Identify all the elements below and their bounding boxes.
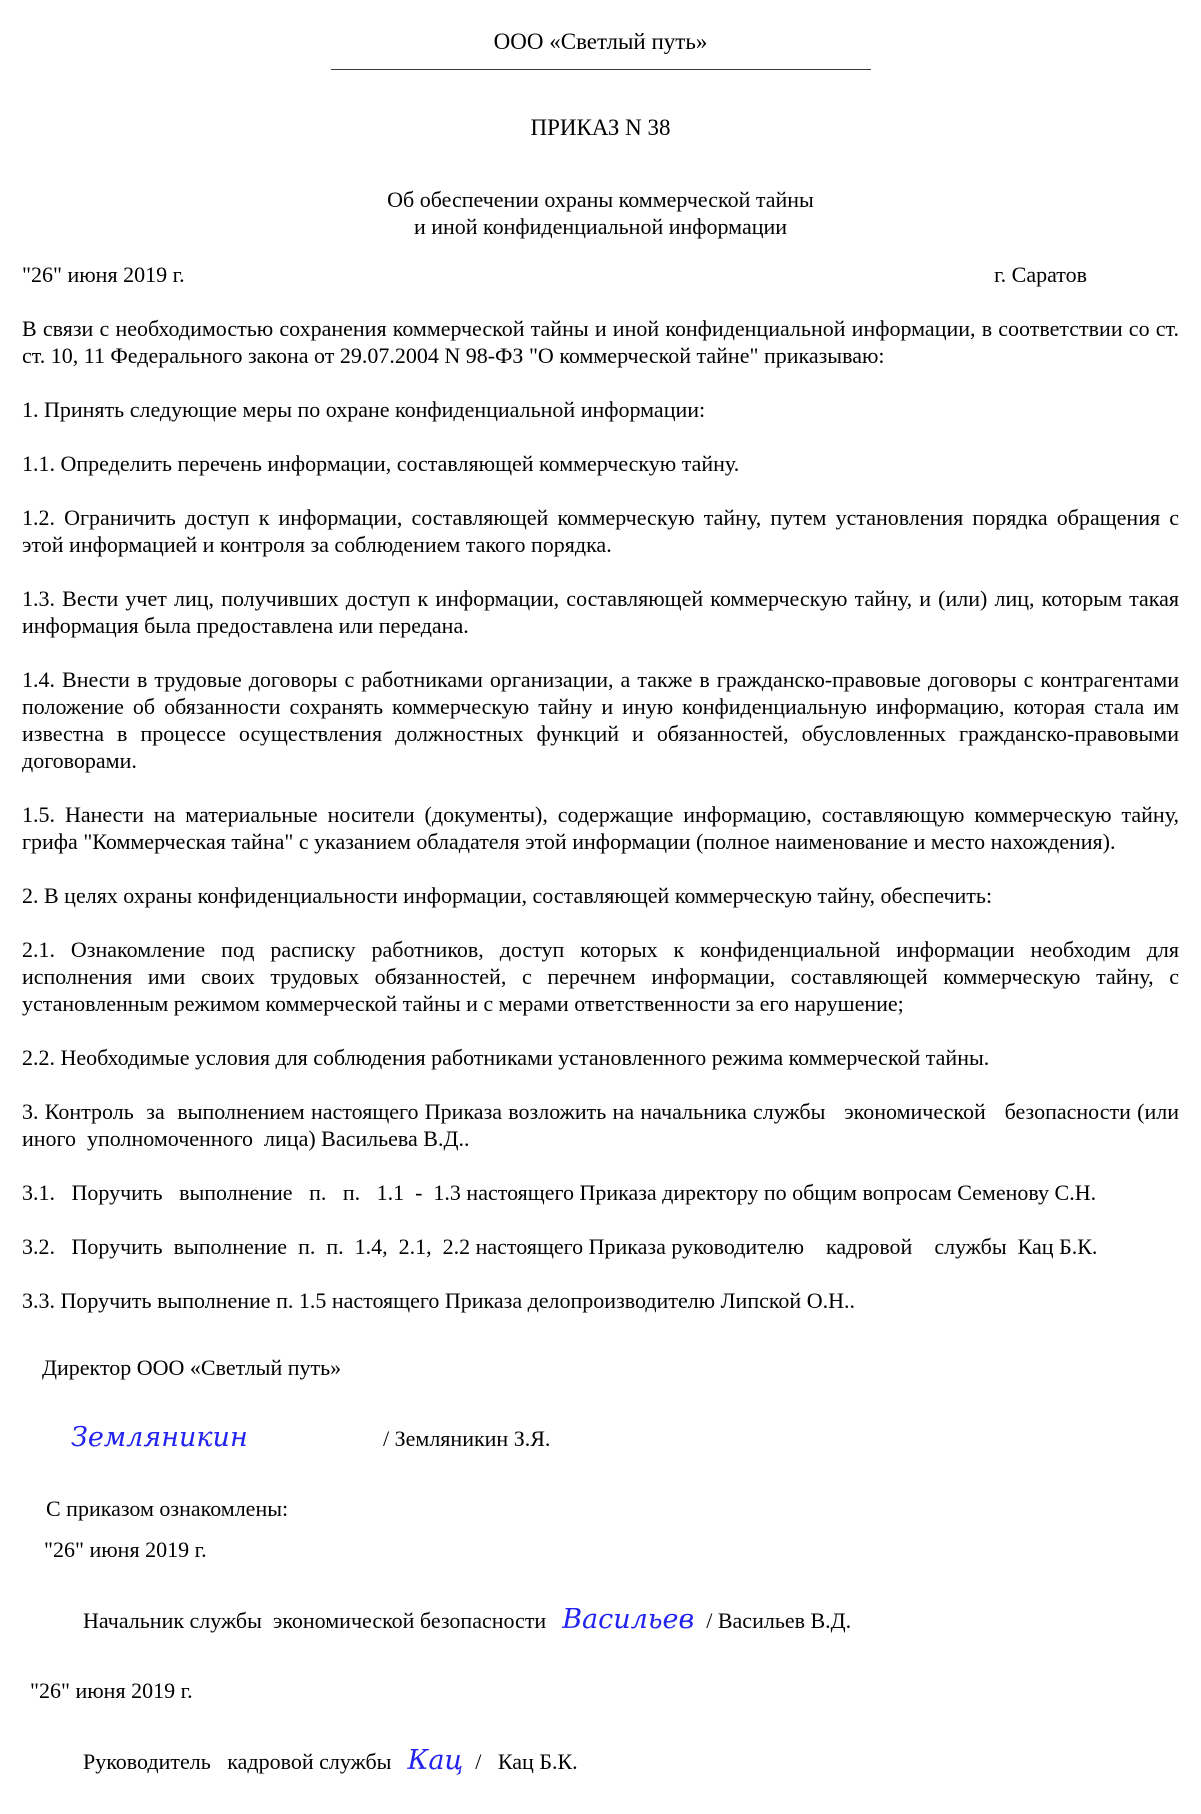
para-2: 2. В целях охраны конфиденциальности информации, составляющей коммерческую тайну, обеспечить: (22, 883, 993, 908)
order-place: г. Саратов (994, 262, 1087, 287)
para-1: 1. Принять следующие меры по охране конфиденциальной информации: (22, 397, 706, 422)
hr-head-title: Руководитель кадровой службы (83, 1749, 392, 1774)
hr-head-handwritten-signature: Кац (407, 1745, 464, 1776)
hr-head-signature-row (22, 1708, 1179, 1814)
director-name: / Земляникин З.Я. (383, 1426, 551, 1451)
security-chief-name: / Васильев В.Д. (706, 1608, 852, 1633)
hr-head-name: / Кац Б.К. (475, 1749, 578, 1774)
para-1-4: 1.4. Внести в трудовые договоры с работниками организации, а также в гражданско-правовые договоры с контрагентами положение об обязанности сохранять коммерческую тайну и иную конфиденциальную информацию, которая стала им известна в процессе осуществления должностных функций и обязанностей, обусловленных гражданско-правовыми договорами. (22, 667, 1185, 773)
para-3-3: 3.3. Поручить выполнение п. 1.5 настоящего Приказа делопроизводителю Липской О.Н.. (22, 1288, 855, 1313)
acknowledge-date-2: "26" июня 2019 г. (30, 1678, 193, 1703)
acknowledge-date-1: "26" июня 2019 г. (44, 1537, 207, 1562)
para-3-1: 3.1. Поручить выполнение п. п. 1.1 - 1.3 настоящего Приказа директору по общим вопросам Семенову С.Н. (22, 1180, 1097, 1205)
signature-block (22, 1350, 1179, 1814)
order-date: "26" июня 2019 г. (22, 262, 185, 287)
para-1-3: 1.3. Вести учет лиц, получивших доступ к информации, составляющей коммерческую тайну, и (или) лиц, которым такая информация была предоставлена или передана. (22, 586, 1185, 638)
para-intro: В связи с необходимостью сохранения коммерческой тайны и иной конфиденциальной информации, в соответствии со ст. ст. 10, 11 Федерального закона от 29.07.2004 N 98-ФЗ "О коммерческой тайне" приказываю: (22, 316, 1185, 368)
order-subject-line2: и иной конфиденциальной информации (413, 214, 788, 239)
acknowledged-label: С приказом ознакомлены: (46, 1496, 289, 1521)
director-title: Директор ООО «Светлый путь» (42, 1355, 342, 1380)
header-underline (331, 69, 871, 70)
para-1-2: 1.2. Ограничить доступ к информации, составляющей коммерческую тайну, путем установления порядка обращения с этой информацией и контроля за соблюдением такого порядка. (22, 505, 1185, 557)
security-chief-signature-row (22, 1567, 1179, 1673)
director-signature-row (22, 1385, 1179, 1491)
security-chief-title: Начальник службы экономической безопасности (83, 1608, 547, 1633)
date-place-row (22, 261, 1179, 288)
para-1-5: 1.5. Нанести на материальные носители (документы), содержащие информацию, составляющую коммерческую тайну, грифа "Коммерческая тайна" с указанием обладателя этой информации (полное наименование и место нахождения). (22, 802, 1185, 854)
para-1-1: 1.1. Определить перечень информации, составляющей коммерческую тайну. (22, 451, 740, 476)
security-chief-handwritten-signature: Васильев (562, 1604, 695, 1635)
para-2-2: 2.2. Необходимые условия для соблюдения работниками установленного режима коммерческой тайны. (22, 1045, 990, 1070)
director-handwritten-signature: Земляникин (71, 1422, 248, 1453)
order-subject-line1: Об обеспечении охраны коммерческой тайны (387, 187, 814, 212)
para-2-1: 2.1. Ознакомление под расписку работников, доступ которых к конфиденциальной информации необходим для исполнения ими своих трудовых обязанностей, с перечнем информации, составляющей коммерческую тайну, с установленным режимом коммерческой тайны и с мерами ответственности за его нарушение; (22, 937, 1185, 1016)
para-3: 3. Контроль за выполнением настоящего Приказа возложить на начальника службы экономической безопасности (или иного уполномоченного лица) Васильева В.Д.. (22, 1099, 1190, 1151)
order-subject (22, 186, 1179, 240)
company-name: ООО «Светлый путь» (493, 29, 708, 54)
para-3-2: 3.2. Поручить выполнение п. п. 1.4, 2.1, 2.2 настоящего Приказа руководителю кадровой службы Кац Б.К. (22, 1234, 1098, 1259)
order-title: ПРИКАЗ N 38 (530, 115, 671, 140)
